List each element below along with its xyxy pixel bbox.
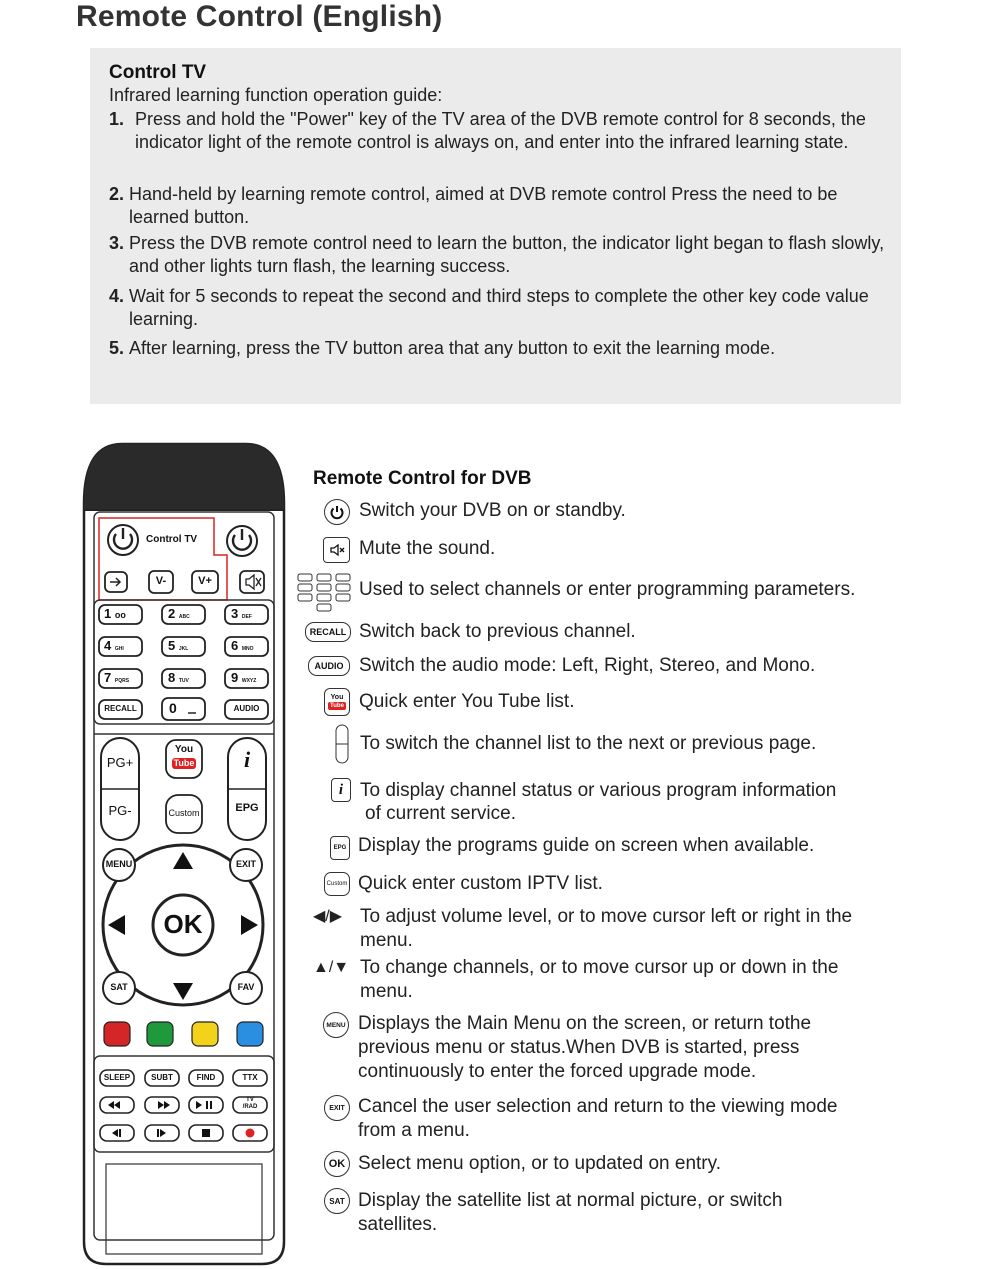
step-number: 2. [109, 184, 125, 204]
color-key [147, 1022, 173, 1046]
recall-key: RECALL [104, 704, 137, 713]
info-icon: i [331, 778, 351, 802]
legend-ud-2: menu. [360, 981, 413, 1002]
digit-key: 5 JKL [168, 638, 189, 653]
recall-icon: RECALL [305, 622, 351, 642]
guide-step-5 [109, 337, 889, 360]
number-keys-icon [296, 572, 352, 612]
vol-minus-key: V- [155, 575, 167, 587]
digit-key: 6 MNO [231, 638, 254, 653]
digit-key: 4 GHI [104, 638, 124, 653]
youtube-tube: Tube [173, 758, 195, 768]
custom-key: Custom [168, 808, 200, 818]
legend-mute: Mute the sound. [359, 538, 496, 559]
color-key [192, 1022, 218, 1046]
sat-key: SAT [110, 982, 128, 992]
power-icon [324, 499, 350, 525]
custom-icon: Custom [324, 872, 350, 896]
info-key: i [243, 747, 251, 772]
legend-lr-1: To adjust volume level, or to move cursor left or right in the [360, 906, 853, 927]
tv-rad-key: TV /RAD [242, 1097, 258, 1110]
digit-key: 7 PQRS [104, 670, 130, 685]
menu-icon: MENU [323, 1012, 349, 1038]
legend-sat-1: Display the satellite list at normal picture, or switch [358, 1190, 783, 1211]
digit-key: 3 DEF [231, 606, 252, 621]
step-number: 5. [109, 338, 125, 358]
step-text: Hand-held by learning remote control, aimed at DVB remote control Press the need to be learned button. [129, 184, 838, 227]
legend-epg: Display the programs guide on screen when available. [358, 835, 815, 856]
digit-key: 8 TUV [168, 670, 189, 685]
exit-icon: EXIT [324, 1095, 350, 1121]
ok-key: OK [163, 909, 203, 939]
step-number: 3. [109, 233, 125, 253]
step-number: 1. [109, 109, 125, 129]
mute-icon [323, 537, 350, 563]
legend-menu-1: Displays the Main Menu on the screen, or return tothe [358, 1013, 812, 1034]
guide-heading: Control TV [109, 62, 207, 83]
legend-numbers: Used to select channels or enter programming parameters. [359, 579, 856, 600]
legend-custom: Quick enter custom IPTV list. [358, 873, 603, 894]
ttx-key: TTX [242, 1073, 258, 1082]
page-title: Remote Control (English) [76, 0, 443, 33]
guide-step-4 [109, 285, 889, 331]
audio-key: AUDIO [233, 704, 260, 713]
legend-audio: Switch the audio mode: Left, Right, Stereo, and Mono. [359, 655, 816, 676]
legend-exit-1: Cancel the user selection and return to the viewing mode [358, 1096, 838, 1117]
ok-icon: OK [324, 1151, 350, 1177]
sat-icon: SAT [324, 1188, 350, 1214]
legend-lr-2: menu. [360, 930, 413, 951]
guide-step-2 [109, 183, 889, 229]
guide-step-1 [109, 108, 889, 154]
step-text: Press the DVB remote control need to learn the button, the indicator light began to flash slowly, and other lights turn flash, the learning success. [129, 233, 885, 276]
digit-key: 2 ABC [168, 606, 190, 621]
fav-key: FAV [237, 982, 255, 992]
vol-plus-key: V+ [198, 575, 212, 587]
subt-key: SUBT [151, 1073, 173, 1082]
legend-ud-1: To change channels, or to move cursor up or down in the [360, 957, 839, 978]
digit-key: 1 oo [104, 606, 126, 621]
legend-recall: Switch back to previous channel. [359, 621, 636, 642]
legend-menu-3: continuously to enter the forced upgrade mode. [358, 1061, 757, 1082]
learning-guide-box [90, 48, 901, 404]
legend-power: Switch your DVB on or standby. [359, 500, 626, 521]
legend-ok: Select menu option, or to updated on entry. [358, 1153, 721, 1174]
step-number: 4. [109, 286, 125, 306]
menu-key: MENU [105, 859, 133, 869]
remote-body [82, 442, 286, 1267]
step-text: Wait for 5 seconds to repeat the second and third steps to complete the other key code value learning. [129, 286, 869, 329]
remote-tv-label: Control TV [146, 534, 198, 545]
legend-youtube: Quick enter You Tube list. [359, 691, 575, 712]
guide-step-3 [109, 232, 889, 278]
pg-plus-key: PG+ [106, 755, 134, 770]
up-down-arrows-icon: ▲/▼ [313, 959, 350, 976]
legend-sat-2: satellites. [358, 1214, 438, 1235]
zero-key: 0 [169, 700, 177, 716]
legend-info-1: To display channel status or various program information [360, 780, 837, 801]
left-right-arrows-icon: ◀/▶ [313, 908, 343, 925]
color-key [104, 1022, 130, 1046]
digit-key: 9 WXYZ [231, 670, 257, 685]
step-text: Press and hold the "Power" key of the TV area of the DVB remote control for 8 seconds, the indicator light of the remote control is always on, and enter into the infrared learning state. [135, 109, 866, 152]
legend-menu-2: previous menu or status.When DVB is started, press [358, 1037, 800, 1058]
legend-page: To switch the channel list to the next or previous page. [360, 733, 817, 754]
sleep-key: SLEEP [103, 1073, 131, 1082]
exit-key: EXIT [235, 859, 256, 869]
page-up-down-icon [334, 724, 350, 764]
find-key: FIND [196, 1073, 216, 1082]
legend-exit-2: from a menu. [358, 1120, 470, 1141]
epg-key: EPG [235, 802, 259, 814]
remote-illustration [82, 442, 286, 1267]
color-key [237, 1022, 263, 1046]
audio-icon: AUDIO [308, 656, 350, 676]
pg-minus-key: PG- [108, 803, 132, 818]
youtube-icon: You Tube [324, 688, 350, 716]
guide-intro: Infrared learning function operation guide: [109, 85, 443, 105]
epg-icon: EPG [330, 836, 350, 860]
legend-info-2: of current service. [365, 803, 516, 824]
legend-heading: Remote Control for DVB [313, 468, 532, 489]
youtube-you: You [174, 744, 194, 755]
step-text: After learning, press the TV button area that any button to exit the learning mode. [129, 338, 776, 358]
